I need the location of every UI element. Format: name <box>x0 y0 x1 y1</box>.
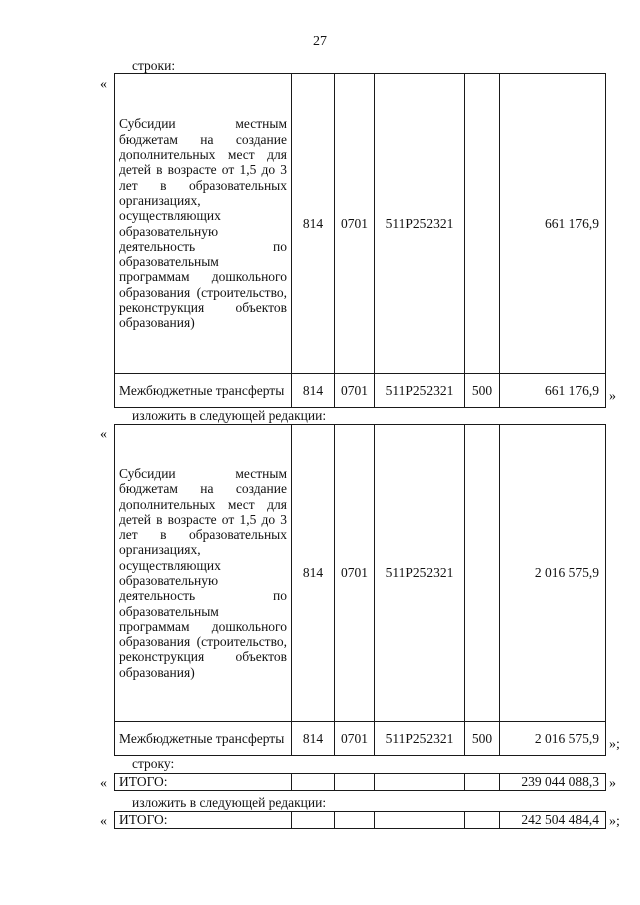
grbs-cell: 814 <box>292 374 335 408</box>
section4-table <box>114 811 606 829</box>
row-name: ИТОГО: <box>115 774 292 791</box>
section2-table <box>114 424 606 756</box>
section3-close-quote: » <box>609 776 616 791</box>
section3-table <box>114 773 606 791</box>
grbs-cell: 814 <box>292 74 335 374</box>
vr-cell: 500 <box>465 374 500 408</box>
sum-cell: 2 016 575,9 <box>500 722 606 756</box>
csr-cell: 511P252321 <box>375 374 465 408</box>
table-row <box>115 812 606 829</box>
section1-table <box>114 73 606 408</box>
rzpr-cell: 0701 <box>335 425 375 722</box>
csr-cell: 511P252321 <box>375 722 465 756</box>
section3-intro: строку: <box>132 756 175 771</box>
sum-cell: 661 176,9 <box>500 374 606 408</box>
table-row <box>115 374 606 408</box>
csr-cell: 511P252321 <box>375 74 465 374</box>
csr-cell: 511P252321 <box>375 425 465 722</box>
row-name: Субсидии местным бюджетам на создание дополнительных мест для детей в возрасте от 1,5 до 3 лет в образовательных организациях, осуществляющих образовательную деятельность по образовательным программам дошкольного образования (строительство, реконструкция объектов образования) <box>115 425 292 722</box>
section4-close-quote: »; <box>609 814 620 829</box>
vr-cell <box>465 74 500 374</box>
page-number: 27 <box>313 34 327 49</box>
vr-cell: 500 <box>465 722 500 756</box>
table-row <box>115 722 606 756</box>
table-row <box>115 425 606 722</box>
section2-intro: изложить в следующей редакции: <box>132 408 327 423</box>
section3-open-quote: « <box>100 776 107 791</box>
table-row <box>115 774 606 791</box>
section4-open-quote: « <box>100 814 107 829</box>
table-row <box>115 74 606 374</box>
grbs-cell: 814 <box>292 722 335 756</box>
grbs-cell: 814 <box>292 425 335 722</box>
rzpr-cell: 0701 <box>335 74 375 374</box>
sum-cell: 661 176,9 <box>500 74 606 374</box>
row-name: Межбюджетные трансферты <box>115 722 292 756</box>
vr-cell <box>465 425 500 722</box>
section1-intro: строки: <box>132 58 176 73</box>
section2-open-quote: « <box>100 427 107 442</box>
section2-close-quote: »; <box>609 737 620 752</box>
sum-cell: 242 504 484,4 <box>500 812 606 829</box>
section1-open-quote: « <box>100 77 107 92</box>
section4-intro: изложить в следующей редакции: <box>132 795 327 810</box>
row-name: Межбюджетные трансферты <box>115 374 292 408</box>
row-name: ИТОГО: <box>115 812 292 829</box>
sum-cell: 2 016 575,9 <box>500 425 606 722</box>
rzpr-cell: 0701 <box>335 722 375 756</box>
row-name: Субсидии местным бюджетам на создание дополнительных мест для детей в возрасте от 1,5 до 3 лет в образовательных организациях, осуществляющих образовательную деятельность по образовательным программам дошкольного образования (строительство, реконструкция объектов образования) <box>115 74 292 374</box>
sum-cell: 239 044 088,3 <box>500 774 606 791</box>
section1-close-quote: » <box>609 389 616 404</box>
rzpr-cell: 0701 <box>335 374 375 408</box>
